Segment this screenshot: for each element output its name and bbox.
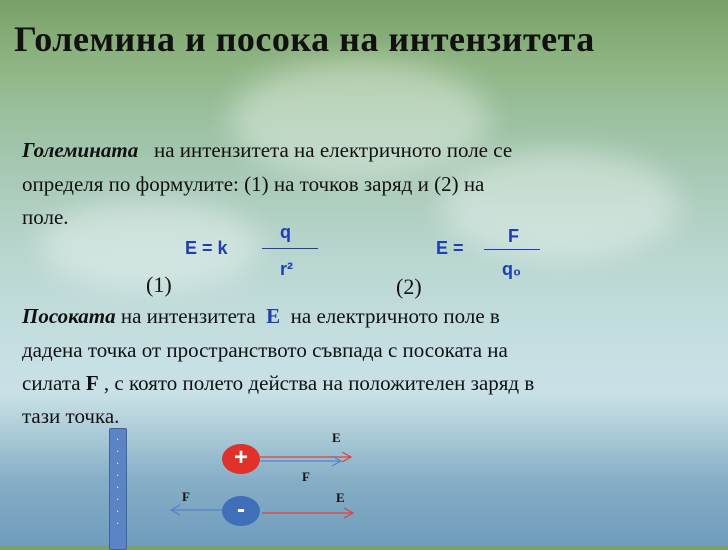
label-E-top: E — [332, 430, 341, 445]
paragraph-direction-line4: тази точка. — [22, 404, 120, 428]
paragraph-magnitude-line2: определя по формулите: (1) на точков заряд и (2) на — [22, 172, 485, 196]
formula1-label: (1) — [146, 272, 172, 297]
plate-charges: · · · · · · · · — [116, 435, 120, 530]
formula2-numerator: F — [508, 226, 519, 246]
text: на интензитета — [120, 304, 256, 328]
formula2-label: (2) — [396, 274, 422, 299]
positive-charge: + — [222, 444, 260, 474]
text: силата — [22, 371, 81, 395]
text: на електричното поле в — [290, 304, 500, 328]
label-F-positive: F — [302, 469, 310, 484]
term-direction: Посоката — [22, 304, 116, 328]
symbol-E: E — [266, 304, 281, 328]
negative-charge: - — [222, 496, 260, 526]
formula2-denominator: q₀ — [502, 259, 522, 279]
paragraph-direction-line2: дадена точка от пространството съвпада с посоката на — [22, 338, 508, 362]
text: на интензитета на електричното поле се — [153, 138, 513, 162]
text: , с която полето действа на положителен заряд в — [103, 371, 535, 395]
formula1-numerator: q — [280, 222, 291, 242]
label-E-bottom: E — [336, 490, 345, 505]
label-F-negative: F — [182, 489, 190, 504]
formula1-lhs: E = k — [185, 238, 228, 258]
term-magnitude: Големината — [22, 138, 139, 162]
symbol-F: F — [85, 371, 99, 395]
formula1-denominator: r² — [280, 259, 293, 279]
paragraph-magnitude-line3: поле. — [22, 205, 69, 229]
formula2-lhs: E = — [436, 238, 464, 258]
slide-title: Големина и посока на интензитета — [14, 19, 595, 59]
